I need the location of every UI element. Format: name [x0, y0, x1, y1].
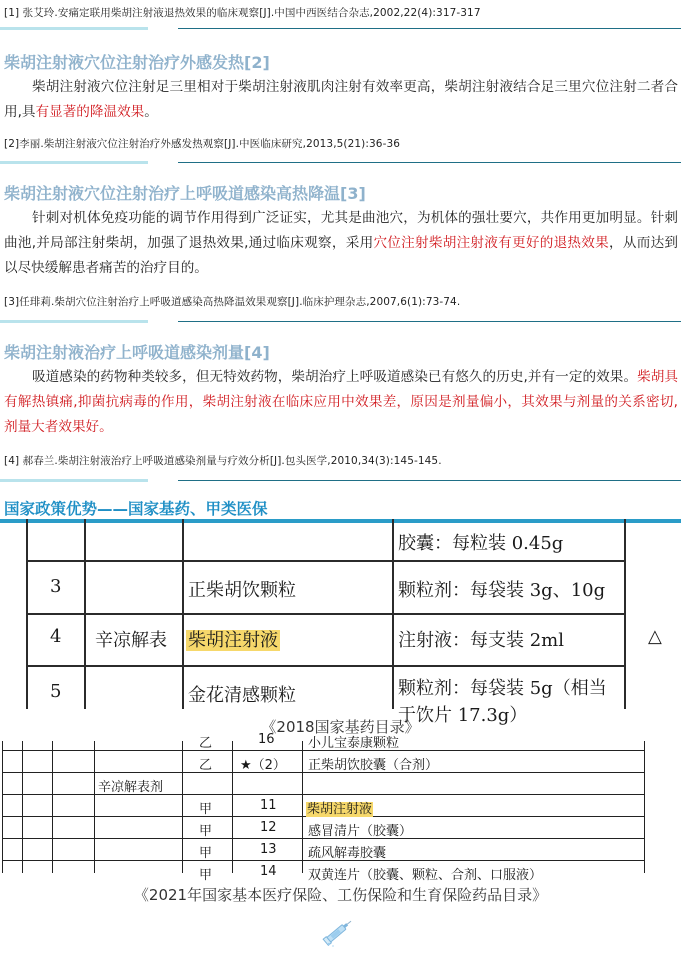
table-cell: 5	[50, 681, 62, 702]
table-cell: 感冒清片（胶囊）	[308, 824, 413, 839]
essential-drug-table	[0, 519, 681, 726]
reference-4: [4] 郝春兰.柴胡注射液治疗上呼吸道感染剂量与疗效分析[J].包头医学,2010,34(3):145-145.	[4, 455, 442, 467]
section-separator	[0, 479, 681, 482]
table-cell: 正柴胡饮颗粒	[188, 580, 296, 601]
table-cell: 甲	[199, 846, 213, 861]
section-separator	[0, 161, 681, 164]
table-cell: 胶囊：每粒装 0.45g	[398, 533, 564, 554]
table-cell: 注射液：每支装 2ml	[398, 630, 564, 651]
table-cell: 辛凉解表	[95, 630, 167, 651]
section-heading-3: 柴胡注射液穴位注射治疗上呼吸道感染高热降温[3]	[4, 184, 366, 203]
reference-3: [3]任琲莉.柴胡穴位注射治疗上呼吸道感染高热降温效果观察[J].临床护理杂志,2007,6(1):73-74.	[4, 296, 461, 308]
policy-heading: 国家政策优势——国家基药、甲类医保	[4, 500, 268, 518]
syringe-pen-icon	[320, 914, 356, 950]
table-cell: 14	[260, 864, 277, 879]
table-cell: 甲	[199, 868, 213, 883]
table-cell: △	[648, 626, 662, 647]
table-cell-highlight: 柴胡注射液	[307, 802, 373, 817]
highlight-red-text: 柴胡具有解热镇痛,抑菌抗病毒的作用，柴胡注射液在临床应用中效果差，原因是剂量偏小，其效果与剂量的关系密切,剂量大者效果好。	[4, 369, 678, 435]
reference-2: [2]李丽.柴胡注射液穴位注射治疗外感发热观察[J].中医临床研究,2013,5(21):36-36	[4, 138, 401, 150]
table-cell: 11	[260, 798, 277, 813]
table-cell: 16	[258, 732, 275, 747]
table-cell: 4	[50, 626, 62, 647]
section-heading-4: 柴胡注射液治疗上呼吸道感染剂量[4]	[4, 343, 270, 362]
section-separator	[0, 27, 681, 30]
section-paragraph-2: 柴胡注射液穴位注射足三里相对于柴胡注射液肌肉注射有效率更高，柴胡注射液结合足三里穴位注射二者合用,具有显著的降温效果。	[4, 79, 678, 120]
table-cell: 正柴胡饮胶囊（合剂）	[308, 758, 439, 773]
section-separator	[0, 320, 681, 323]
table-cell: 乙	[199, 758, 213, 773]
table-cell-highlight: 柴胡注射液	[188, 630, 278, 651]
table-cell: ★（2）	[240, 758, 286, 773]
table-cell: 双黄连片（胶囊、颗粒、合剂、口服液）	[308, 868, 543, 883]
table-cell: 于饮片 17.3g）	[398, 705, 528, 726]
section-heading-2: 柴胡注射液穴位注射治疗外感发热[2]	[4, 53, 270, 72]
table-cell: 颗粒剂：每袋装 5g（相当	[398, 678, 607, 699]
table-cell: 13	[260, 842, 277, 857]
table-cell: 甲	[199, 802, 213, 817]
table-cell: 小儿宝泰康颗粒	[308, 736, 400, 751]
table-cell: 甲	[199, 824, 213, 839]
table-cell: 3	[50, 576, 62, 597]
table-cell: 疏风解毒胶囊	[308, 846, 387, 861]
table-cell: 金花清感颗粒	[188, 685, 296, 706]
highlight-red-text: 穴位注射柴胡注射液有更好的退热效果	[373, 235, 609, 251]
reference-1: [1] 张艾玲.安痛定联用柴胡注射液退热效果的临床观察[J].中国中西医结合杂志,2002,22(4):317-317	[4, 7, 481, 19]
table-cell: 颗粒剂：每袋装 3g、10g	[398, 580, 606, 601]
insurance-drug-table	[0, 732, 681, 883]
highlight-red-text: 有显著的降温效果	[35, 104, 145, 120]
table-cell: 12	[260, 820, 277, 835]
table-cell: 辛凉解表剂	[98, 780, 164, 795]
table-caption-2018: 《2018国家基药目录》	[261, 718, 420, 736]
section-paragraph-4: 吸道感染的药物种类较多，但无特效药物，柴胡治疗上呼吸道感染已有悠久的历史,并有一定的效果。柴胡具有解热镇痛,抑菌抗病毒的作用，柴胡注射液在临床应用中效果差，原因是剂量偏小，其效果与剂量的关系密切,剂量大者效果好。	[4, 369, 678, 435]
section-paragraph-3: 针刺对机体免疫功能的调节作用得到广泛证实，尤其是曲池穴，为机体的强壮要穴，共作用更加明显。针刺曲池,并局部注射柴胡，加强了退热效果,通过临床观察，采用穴位注射柴胡注射液有更好的退热效果，从而达到以尽快缓解患者痛苦的治疗目的。	[4, 210, 679, 276]
table-cell: 乙	[199, 736, 213, 751]
table-caption-2021: 《2021年国家基本医疗保险、工伤保险和生育保险药品目录》	[133, 886, 548, 904]
